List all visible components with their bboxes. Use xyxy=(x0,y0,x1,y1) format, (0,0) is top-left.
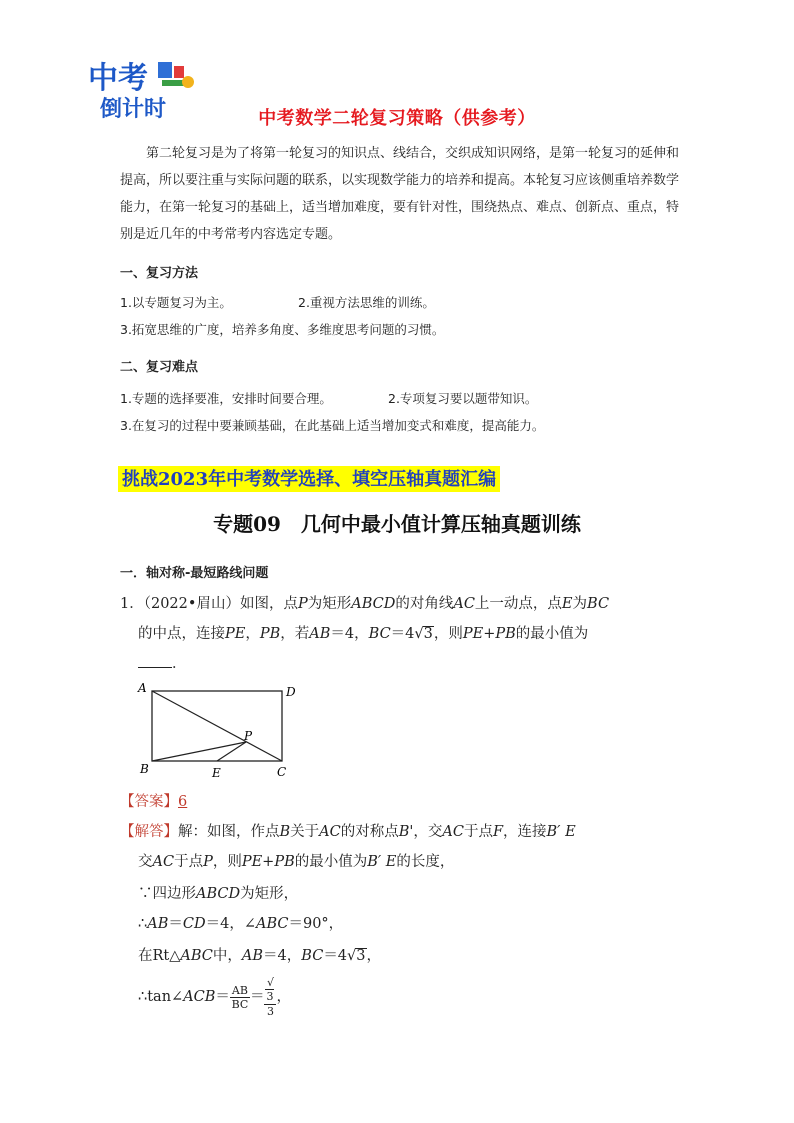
fraction-sqrt3-3: √ 3 3 xyxy=(264,976,276,1018)
label-b: B xyxy=(140,762,149,776)
answer-value: 6 xyxy=(178,794,188,810)
logo-line2: 倒计时 xyxy=(100,97,167,122)
logo-book-icon xyxy=(158,62,172,78)
label-a: A xyxy=(138,681,147,695)
logo-line1: 中考 xyxy=(88,61,148,96)
label-d: D xyxy=(286,685,296,699)
label-e: E xyxy=(212,766,221,780)
section2-heading: 二、复习难点 xyxy=(120,360,199,375)
solution-line4: ∴AB＝CD＝4，∠ABC＝90°， xyxy=(138,916,344,932)
question-line2: 的中点，连接PE，PB，若AB＝4，BC＝4√3，则PE+PB的最小值为 xyxy=(138,626,589,642)
subsection-heading: 一．轴对称-最短路线问题 xyxy=(120,566,269,581)
sec1-item3: 3.拓宽思维的广度，培养多角度、多维度思考问题的习惯。 xyxy=(120,322,445,337)
topic-title: 专题09 几何中最小值计算压轴真题训练 xyxy=(213,512,581,536)
challenge-banner: 挑战2023年中考数学选择、填空压轴真题汇编 xyxy=(118,466,500,492)
solution-line6: ∴tan∠ACB＝ $\frac{AB}{BC}$ ＝ √ 3 3 ， xyxy=(138,976,291,1018)
geometry-figure xyxy=(132,680,302,780)
answer-blank xyxy=(138,653,172,668)
intro-paragraph: 第二轮复习是为了将第一轮复习的知识点、线结合，交织成知识网络，是第一轮复习的延伸和提高，所以要注重与实际问题的联系，以实现数学能力的培养和提高。本轮复习应该侧重培养数学能力，在第一轮复习的基础上，适当增加难度，要有针对性，围绕热点、难点、创新点、重点，特别是近几年的中考常考内容选定专题。 xyxy=(120,146,680,242)
label-p: P xyxy=(244,729,253,743)
solution-line2: 交AC于点P，则PE+PB的最小值为B′ E的长度， xyxy=(138,854,455,870)
label-c: C xyxy=(277,765,287,779)
sec1-item2: 2.重视方法思维的训练。 xyxy=(298,295,435,310)
sec1-item1: 1.以专题复习为主。 xyxy=(120,295,232,310)
section1-heading: 一、复习方法 xyxy=(120,266,199,281)
answer-line xyxy=(120,790,187,811)
fraction-ab-bc: $\frac{AB}{BC}$ xyxy=(231,983,249,1011)
question-line3: ． xyxy=(138,652,187,673)
sec2-item2: 2.专项复习要以题带知识。 xyxy=(388,391,538,406)
solution-line5: 在Rt△ABC中，AB＝4，BC＝4√3， xyxy=(138,948,382,964)
page-title: 中考数学二轮复习策略（供参考） xyxy=(258,108,536,129)
solution-line3: ∵四边形ABCD为矩形， xyxy=(138,886,299,902)
question-line1: 1．（2022•眉山）如图，点P为矩形ABCD的对角线AC上一动点，点E为BC xyxy=(120,596,610,612)
answer-tag: 【答案】 xyxy=(120,794,178,810)
sec2-item3: 3.在复习的过程中要兼顾基础，在此基础上适当增加变式和难度，提高能力。 xyxy=(120,418,545,433)
solution-line1: 【解答】解：如图，作点B关于AC的对称点B'，交AC于点F，连接B′ E xyxy=(120,824,576,840)
sec2-item1: 1.专题的选择要准，安排时间要合理。 xyxy=(120,391,332,406)
diagonal-ac xyxy=(152,691,282,761)
